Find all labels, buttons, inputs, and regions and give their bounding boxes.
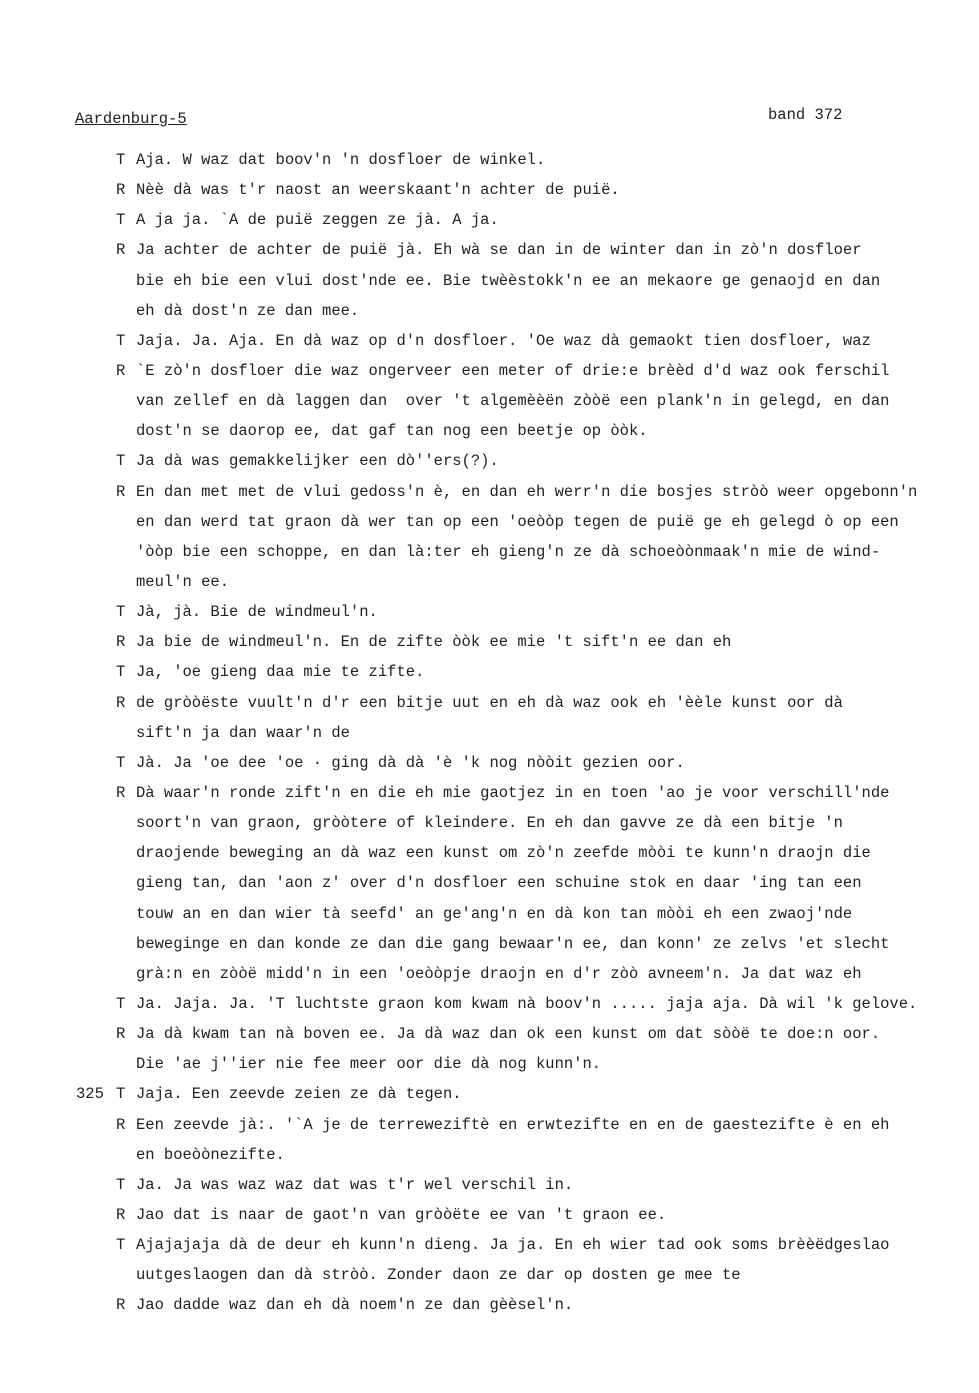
transcript-line: `E zò'n dosfloer die waz ongerveer een meter of drie:e brèèd d'd waz ook ferschil (136, 361, 890, 380)
transcript-line: dost'n se daorop ee, dat gaf tan nog een beetje op òòk. (136, 422, 648, 441)
transcript-line: Ja dà kwam tan nà boven ee. Ja dà waz dan ok een kunst om dat sòòë te doe:n oor. (136, 1025, 881, 1044)
transcript-line: Ja bie de windmeul'n. En de zifte òòk ee mie 't sift'n ee dan eh (136, 633, 732, 652)
transcript-turn (0, 205, 979, 235)
transcript-turn (0, 1079, 979, 1109)
transcript-turn (0, 446, 979, 476)
transcript-line: Ja. Jaja. Ja. 'T luchtste graon kom kwam nà boov'n ..... jaja aja. Dà wil 'k gelove. (136, 994, 918, 1013)
transcript-line: de gròòëste vuult'n d'r een bitje uut en eh dà waz ook eh 'èèle kunst oor dà (136, 693, 843, 712)
speaker-label: T (116, 211, 126, 230)
transcript-line: beweginge en dan konde ze dan die gang bewaar'n ee, dan konn' ze zelvs 'et slecht (136, 934, 890, 953)
transcript-line: bie eh bie een vlui dost'nde ee. Bie twèèstokk'n ee an mekaore ge genaojd en dan (136, 271, 881, 290)
transcript-turn (0, 326, 979, 356)
tape-number: band 372 (768, 106, 843, 124)
transcript-line: Ja. Ja was waz waz dat was t'r wel verschil in. (136, 1175, 574, 1194)
speaker-label: R (116, 482, 126, 501)
transcript-line: Dà waar'n ronde zift'n en die eh mie gaotjez in en toen 'ao je voor verschill'nde (136, 783, 890, 802)
transcript-turn (0, 1230, 979, 1290)
transcript-line: Ja dà was gemakkelijker een dò''ers(?). (136, 452, 499, 471)
transcript-turn (0, 1290, 979, 1320)
speaker-label: T (116, 663, 126, 682)
transcript-line: eh dà dost'n ze dan mee. (136, 301, 360, 320)
transcript-turn (0, 1110, 979, 1170)
line-number: 325 (76, 1085, 104, 1104)
transcript-turn (0, 356, 979, 446)
speaker-label: T (116, 753, 126, 772)
transcript-turn (0, 989, 979, 1019)
speaker-label: T (116, 151, 126, 169)
transcript-line: Jaja. Een zeevde zeien ze dà tegen. (136, 1085, 462, 1104)
transcript-turn (0, 477, 979, 598)
transcript-turn (0, 175, 979, 205)
transcript-turn (0, 1200, 979, 1230)
transcript-turn (0, 1019, 979, 1079)
transcript (0, 145, 979, 1320)
transcript-line: gieng tan, dan 'aon z' over d'n dosfloer een schuine stok en daar 'ing tan een (136, 874, 862, 893)
transcript-line: draojende beweging an dà waz een kunst om zò'n zeefde mòòi te kunn'n draojn die (136, 844, 871, 863)
transcript-turn (0, 748, 979, 778)
transcript-line: Jao dadde waz dan eh dà noem'n ze dan gèèsel'n. (136, 1296, 574, 1315)
transcript-line: Die 'ae j''ier nie fee meer oor die dà nog kunn'n. (136, 1055, 602, 1074)
speaker-label: R (116, 361, 126, 380)
transcript-line: Jaja. Ja. Aja. En dà waz op d'n dosfloer. 'Oe waz dà gemaokt tien dosfloer, waz (136, 331, 871, 350)
document-title: Aardenburg-5 (75, 110, 187, 128)
transcript-line: uutgeslaogen dan dà stròò. Zonder daon ze dar op dosten ge mee te (136, 1266, 741, 1285)
transcript-line: En dan met met de vlui gedoss'n è, en dan eh werr'n die bosjes stròò weer opgebonn'n (136, 482, 918, 501)
transcript-line: van zellef en dà laggen dan over 't algemèèën zòòë een plank'n in gelegd, en dan (136, 392, 890, 411)
transcript-turn (0, 657, 979, 687)
speaker-label: R (116, 1025, 126, 1044)
transcript-line: grà:n en zòòë midd'n in een 'oeòòpje draojn en d'r zòò avneem'n. Ja dat waz eh (136, 964, 862, 983)
transcript-line: 'òòp bie een schoppe, en dan là:ter eh gieng'n ze dà schoeòònmaak'n mie de wind- (136, 542, 881, 561)
speaker-label: T (116, 1175, 126, 1194)
transcript-line: Jà. Ja 'oe dee 'oe · ging dà dà 'è 'k nog nòòit gezien oor. (136, 753, 685, 772)
transcript-turn (0, 1170, 979, 1200)
speaker-label: R (116, 783, 126, 802)
transcript-line: Aja. W waz dat boov'n 'n dosfloer de winkel. (136, 151, 546, 169)
transcript-turn (0, 145, 979, 175)
speaker-label: T (116, 994, 126, 1013)
speaker-label: T (116, 603, 126, 622)
transcript-turn (0, 235, 979, 325)
transcript-turn (0, 778, 979, 989)
speaker-label: T (116, 452, 126, 471)
speaker-label: R (116, 1296, 126, 1315)
transcript-line: A ja ja. `A de puië zeggen ze jà. A ja. (136, 211, 499, 230)
transcript-line: Nèè dà was t'r naost an weerskaant'n achter de puië. (136, 181, 620, 200)
transcript-line: Een zeevde jà:. '`A je de terreweziftè en erwtezifte en en de gaestezifte è en eh (136, 1115, 890, 1134)
transcript-line: soort'n van graon, gròòtere of kleindere. En eh dan gavve ze dà een bitje 'n (136, 814, 843, 833)
transcript-line: Ja achter de achter de puië jà. Eh wà se dan in de winter dan in zò'n dosfloer (136, 241, 862, 260)
speaker-label: T (116, 331, 126, 350)
speaker-label: R (116, 241, 126, 260)
transcript-line: Jao dat is naar de gaot'n van gròòëte ee van 't graon ee. (136, 1205, 667, 1224)
transcript-line: Jà, jà. Bie de windmeul'n. (136, 603, 378, 622)
transcript-turn (0, 688, 979, 748)
speaker-label: R (116, 181, 126, 200)
speaker-label: R (116, 633, 126, 652)
transcript-line: Ja, 'oe gieng daa mie te zifte. (136, 663, 425, 682)
transcript-turn (0, 627, 979, 657)
speaker-label: R (116, 1115, 126, 1134)
transcript-line: en dan werd tat graon dà wer tan op een 'oeòòp tegen de puië ge eh gelegd ò op een (136, 512, 899, 531)
speaker-label: T (116, 1085, 126, 1104)
speaker-label: T (116, 1236, 126, 1255)
transcript-turn (0, 597, 979, 627)
transcript-line: meul'n ee. (136, 572, 230, 591)
speaker-label: R (116, 1205, 126, 1224)
transcript-line: Ajajajaja dà de deur eh kunn'n dieng. Ja ja. En eh wier tad ook soms brèèëdgeslao (136, 1236, 890, 1255)
transcript-line: sift'n ja dan waar'n de (136, 723, 350, 742)
speaker-label: R (116, 693, 126, 712)
transcript-line: touw an en dan wier tà seefd' an ge'ang'n en dà kon tan mòòi eh een zwaoj'nde (136, 904, 853, 923)
transcript-line: en boeòònezifte. (136, 1145, 285, 1164)
